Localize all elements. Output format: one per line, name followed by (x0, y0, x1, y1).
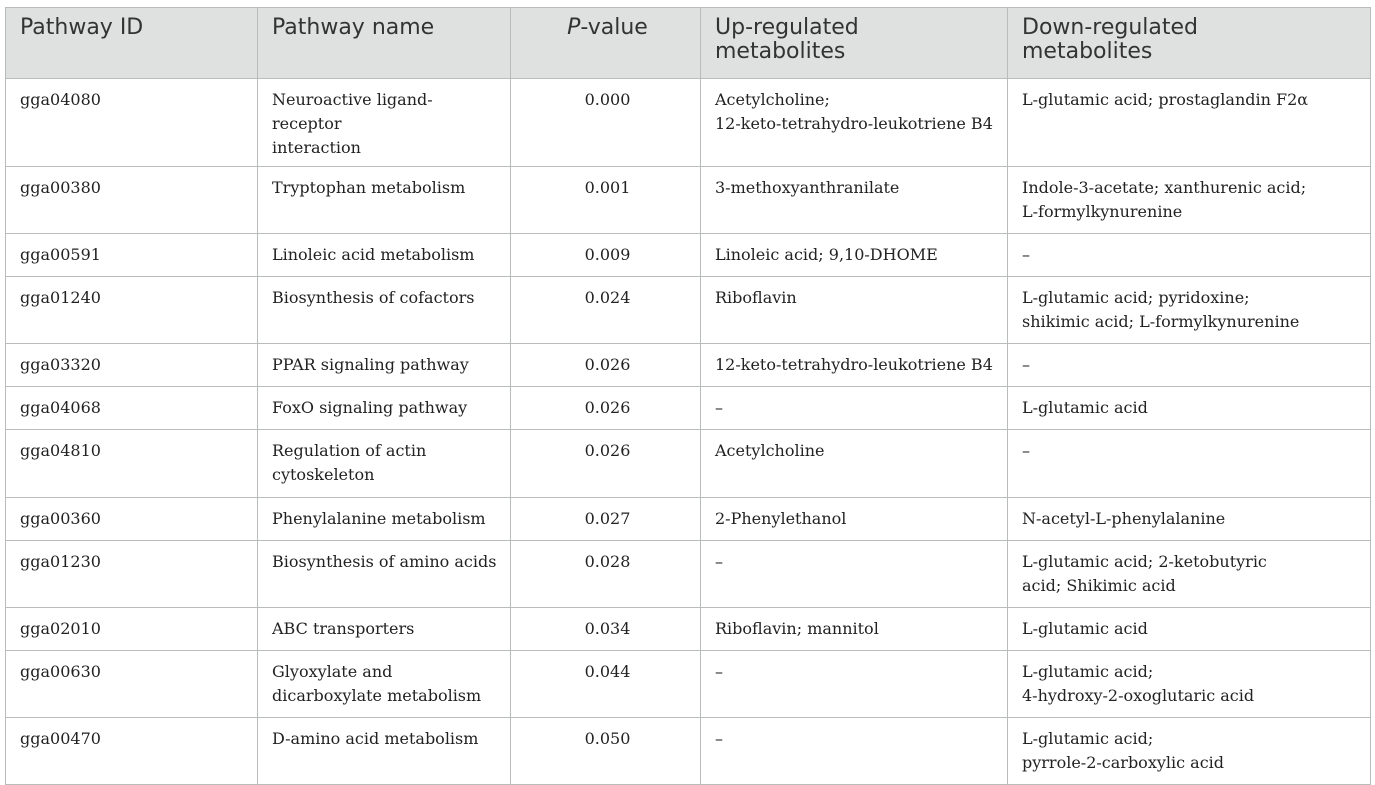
header-p-value-rest: -value (580, 15, 648, 40)
cell-down-regulated: L-glutamic acid; pyrrole-2-carboxylic acid (1008, 718, 1371, 785)
table-row (6, 167, 1371, 234)
table-row (6, 387, 1371, 430)
cell-up-regulated: 3-methoxyanthranilate (701, 167, 1008, 234)
cell-pathway-name: Linoleic acid metabolism (258, 234, 511, 277)
cell-pathway-id: gga00630 (6, 651, 258, 718)
cell-down-regulated: L-glutamic acid (1008, 387, 1371, 430)
cell-pathway-id: gga00380 (6, 167, 258, 234)
cell-pathway-name: ABC transporters (258, 608, 511, 651)
cell-pathway-id: gga00591 (6, 234, 258, 277)
cell-pathway-name: Neuroactive ligand-receptor interaction (258, 79, 511, 167)
header-down-regulated: Down-regulated metabolites (1008, 8, 1371, 79)
cell-pathway-id: gga04068 (6, 387, 258, 430)
table-row (6, 79, 1371, 167)
cell-p-value: 0.026 (511, 387, 701, 430)
cell-down-regulated: – (1008, 344, 1371, 387)
pathway-table-container (5, 7, 1370, 785)
cell-up-regulated: – (701, 387, 1008, 430)
cell-down-regulated: N-acetyl-L-phenylalanine (1008, 498, 1371, 541)
cell-p-value: 0.044 (511, 651, 701, 718)
cell-up-regulated: Riboflavin; mannitol (701, 608, 1008, 651)
cell-pathway-name: Phenylalanine metabolism (258, 498, 511, 541)
cell-p-value: 0.028 (511, 541, 701, 608)
cell-pathway-id: gga03320 (6, 344, 258, 387)
cell-pathway-name: Glyoxylate and dicarboxylate metabolism (258, 651, 511, 718)
cell-pathway-name: PPAR signaling pathway (258, 344, 511, 387)
cell-p-value: 0.000 (511, 79, 701, 167)
cell-up-regulated: – (701, 541, 1008, 608)
table-row (6, 608, 1371, 651)
pathway-table (5, 7, 1371, 785)
cell-p-value: 0.001 (511, 167, 701, 234)
cell-down-regulated: L-glutamic acid; pyridoxine; shikimic acid; L-formylkynurenine (1008, 277, 1371, 344)
cell-down-regulated: – (1008, 430, 1371, 498)
cell-up-regulated: Acetylcholine (701, 430, 1008, 498)
cell-pathway-name: Biosynthesis of cofactors (258, 277, 511, 344)
cell-down-regulated: L-glutamic acid; 4-hydroxy-2-oxoglutaric acid (1008, 651, 1371, 718)
cell-p-value: 0.027 (511, 498, 701, 541)
cell-pathway-id: gga04080 (6, 79, 258, 167)
table-row (6, 651, 1371, 718)
header-pathway-id: Pathway ID (6, 8, 258, 79)
table-row (6, 344, 1371, 387)
cell-p-value: 0.009 (511, 234, 701, 277)
cell-p-value: 0.026 (511, 430, 701, 498)
cell-up-regulated: Riboflavin (701, 277, 1008, 344)
header-up-regulated: Up-regulated metabolites (701, 8, 1008, 79)
table-body (6, 79, 1371, 785)
cell-pathway-id: gga01230 (6, 541, 258, 608)
header-row (6, 8, 1371, 79)
cell-down-regulated: L-glutamic acid; prostaglandin F2α (1008, 79, 1371, 167)
cell-down-regulated: Indole-3-acetate; xanthurenic acid; L-formylkynurenine (1008, 167, 1371, 234)
cell-pathway-name: D-amino acid metabolism (258, 718, 511, 785)
cell-up-regulated: – (701, 651, 1008, 718)
cell-pathway-id: gga01240 (6, 277, 258, 344)
cell-pathway-id: gga00470 (6, 718, 258, 785)
table-header (6, 8, 1371, 79)
table-row (6, 498, 1371, 541)
cell-up-regulated: 2-Phenylethanol (701, 498, 1008, 541)
cell-up-regulated: 12-keto-tetrahydro-leukotriene B4 (701, 344, 1008, 387)
cell-pathway-name: Biosynthesis of amino acids (258, 541, 511, 608)
table-row (6, 718, 1371, 785)
table-row (6, 430, 1371, 498)
cell-p-value: 0.034 (511, 608, 701, 651)
header-p-value (511, 8, 701, 79)
table-row (6, 234, 1371, 277)
cell-pathway-name: FoxO signaling pathway (258, 387, 511, 430)
cell-pathway-id: gga02010 (6, 608, 258, 651)
cell-up-regulated: Linoleic acid; 9,10-DHOME (701, 234, 1008, 277)
header-p-value-italic: P (567, 15, 581, 40)
cell-down-regulated: – (1008, 234, 1371, 277)
cell-pathway-id: gga00360 (6, 498, 258, 541)
cell-pathway-name: Regulation of actin cytoskeleton (258, 430, 511, 498)
cell-pathway-id: gga04810 (6, 430, 258, 498)
table-row (6, 277, 1371, 344)
cell-down-regulated: L-glutamic acid; 2-ketobutyric acid; Shikimic acid (1008, 541, 1371, 608)
cell-p-value: 0.024 (511, 277, 701, 344)
cell-p-value: 0.026 (511, 344, 701, 387)
cell-p-value: 0.050 (511, 718, 701, 785)
header-pathway-name: Pathway name (258, 8, 511, 79)
table-row (6, 541, 1371, 608)
cell-pathway-name: Tryptophan metabolism (258, 167, 511, 234)
cell-up-regulated: Acetylcholine; 12-keto-tetrahydro-leukotriene B4 (701, 79, 1008, 167)
cell-up-regulated: – (701, 718, 1008, 785)
cell-down-regulated: L-glutamic acid (1008, 608, 1371, 651)
